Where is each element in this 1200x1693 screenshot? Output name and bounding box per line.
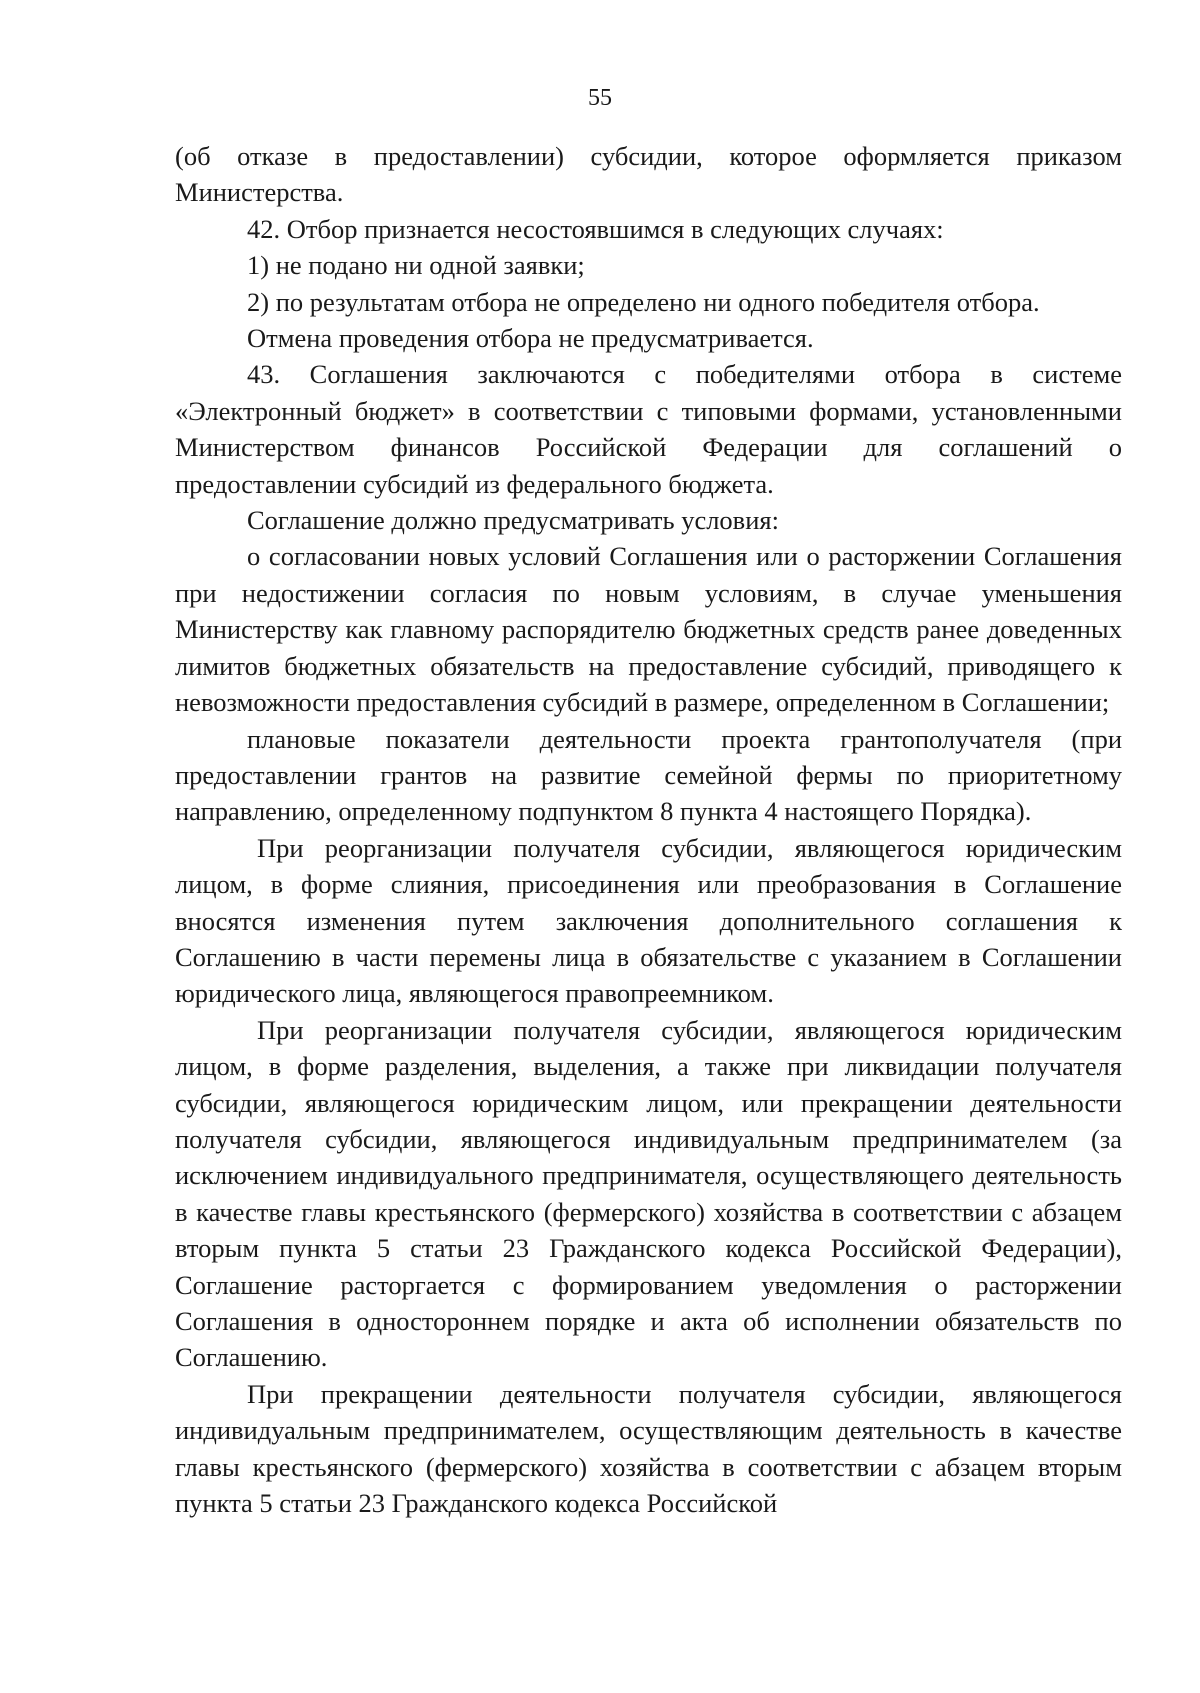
paragraph-condition-planned-indicators: плановые показатели деятельности проекта грантополучателя (при предоставлении грантов на развитие семейной фермы по приоритетному направлению, определенному подпунктом 8 пункта 4 настоящего Порядка).: [175, 723, 1122, 827]
paragraph-reorganization-merger: При реорганизации получателя субсидии, являющегося юридическим лицом, в форме слияния, присоединения или преобразования в Соглашение вносятся изменения путем заключения дополнительного соглашения к Соглашению в части перемены лица в обязательстве с указанием в Соглашении юридического лица, являющегося правопреемником.: [175, 832, 1122, 1009]
document-body: [175, 138, 1122, 1521]
paragraph-selection-cancellation: Отмена проведения отбора не предусматривается.: [247, 323, 814, 354]
page-number: 55: [588, 85, 612, 111]
paragraph-refusal-continuation: (об отказе в предоставлении) субсидии, которое оформляется приказом Министерства.: [175, 141, 1122, 208]
paragraph-termination-farm-head: При прекращении деятельности получателя субсидии, являющегося индивидуальным предпринимателем, осуществляющим деятельность в качестве главы крестьянского (фермерского) хозяйства в соответствии с абзацем вторым пункта 5 статьи 23 Гражданского кодекса Российской: [175, 1378, 1122, 1519]
paragraph-agreement-conditions: Соглашение должно предусматривать условия:: [247, 505, 779, 536]
paragraph-condition-new-terms: о согласовании новых условий Соглашения или о расторжении Соглашения при недостижении согласия по новым условиям, в случае уменьшения Министерству как главному распорядителю бюджетных средств ранее доведенных лимитов бюджетных обязательств на предоставление субсидий, приводящего к невозможности предоставления субсидий в размере, определенном в Соглашении;: [175, 541, 1122, 718]
paragraph-item-43: 43. Соглашения заключаются с победителями отбора в системе «Электронный бюджет» в соответствии с типовыми формами, установленными Министерством финансов Российской Федерации для соглашений о предоставлении субсидий из федерального бюджета.: [175, 359, 1122, 499]
paragraph-reorganization-division: При реорганизации получателя субсидии, являющегося юридическим лицом, в форме разделения, выделения, а также при ликвидации получателя субсидии, являющегося юридическим лицом, или прекращении деятельности получателя субсидии, являющегося индивидуальным предпринимателем (за исключением индивидуального предпринимателя, осуществляющего деятельность в качестве главы крестьянского (фермерского) хозяйства в соответствии с абзацем вторым пункта 5 статьи 23 Гражданского кодекса Российской Федерации), Соглашение расторгается с формированием уведомления о расторжении Соглашения в одностороннем порядке и акта об исполнении обязательств по Соглашению.: [175, 1014, 1122, 1373]
paragraph-item-42-1: 1) не подано ни одной заявки;: [247, 250, 585, 281]
paragraph-item-42-2: 2) по результатам отбора не определено ни одного победителя отбора.: [247, 286, 1040, 317]
paragraph-item-42: 42. Отбор признается несостоявшимся в следующих случаях:: [247, 213, 944, 244]
